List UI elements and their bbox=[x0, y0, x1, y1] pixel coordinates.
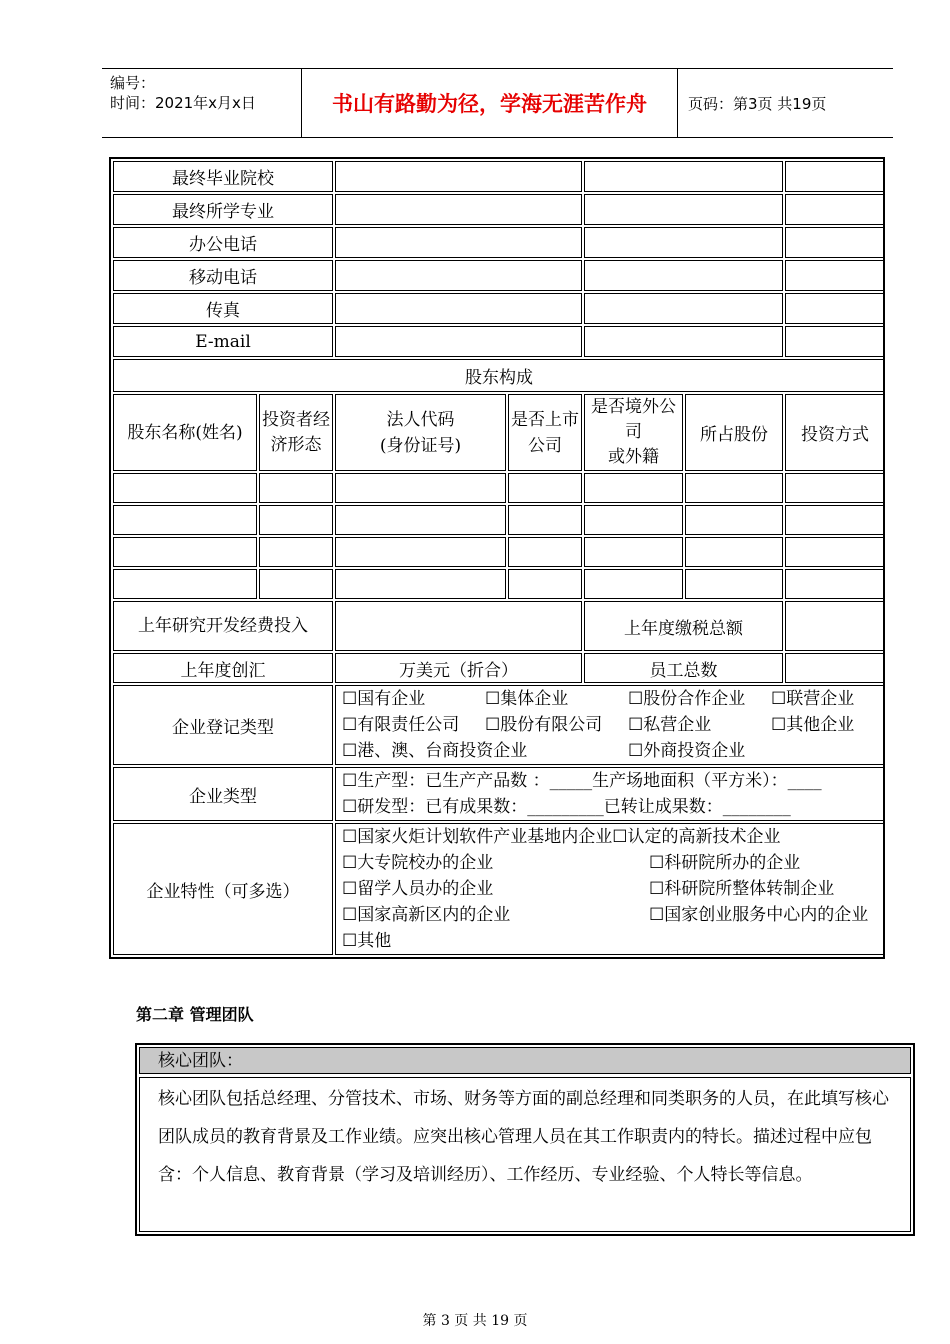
input-cell[interactable] bbox=[584, 505, 683, 535]
shareholder-row bbox=[113, 537, 885, 567]
rd-input[interactable] bbox=[335, 601, 582, 651]
enterprise-type-row bbox=[113, 767, 885, 821]
table-row bbox=[113, 326, 885, 357]
input-cell[interactable] bbox=[785, 260, 885, 291]
input-cell[interactable] bbox=[685, 505, 783, 535]
reg-option[interactable]: ☐有限责任公司 bbox=[342, 715, 460, 735]
input-cell[interactable] bbox=[335, 293, 582, 324]
input-cell[interactable] bbox=[584, 326, 783, 357]
input-cell[interactable] bbox=[785, 293, 885, 324]
reg-option[interactable]: ☐外商投资企业 bbox=[628, 741, 746, 761]
input-cell[interactable] bbox=[335, 194, 582, 225]
shareholder-row bbox=[113, 569, 885, 599]
header-motto: 书山有路勤为径，学海无涯苦作舟 bbox=[302, 69, 678, 137]
enterprise-type-options bbox=[335, 767, 885, 821]
input-cell[interactable] bbox=[785, 227, 885, 258]
input-cell[interactable] bbox=[335, 473, 506, 503]
enterprise-type-option[interactable]: ☐生产型：已生产产品数 ：_____生产场地面积（平方米）：____ bbox=[342, 771, 822, 791]
row-label: 最终毕业院校 bbox=[113, 161, 333, 192]
reg-option[interactable]: ☐国有企业 bbox=[342, 689, 426, 709]
feature-option[interactable]: ☐其他 bbox=[342, 931, 392, 951]
table-row bbox=[113, 161, 885, 192]
enterprise-type-label: 企业类型 bbox=[113, 767, 333, 821]
row-label: 办公电话 bbox=[113, 227, 333, 258]
feature-option[interactable]: ☐国家火炬计划软件产业基地内企业☐认定的高新技术企业 bbox=[342, 827, 781, 847]
input-cell[interactable] bbox=[113, 505, 257, 535]
enterprise-type-option[interactable]: ☐研发型：已有成果数：_________已转让成果数：________ bbox=[342, 797, 791, 817]
input-cell[interactable] bbox=[584, 194, 783, 225]
table-row bbox=[113, 260, 885, 291]
features-row bbox=[113, 823, 885, 955]
input-cell[interactable] bbox=[259, 537, 333, 567]
input-cell[interactable] bbox=[584, 161, 783, 192]
input-cell[interactable] bbox=[259, 473, 333, 503]
reg-option[interactable]: ☐集体企业 bbox=[485, 689, 569, 709]
company-info-form bbox=[109, 157, 885, 959]
shareholder-row bbox=[113, 473, 885, 503]
input-cell[interactable] bbox=[508, 537, 582, 567]
feature-option[interactable]: ☐留学人员办的企业 bbox=[342, 879, 494, 899]
col-header: 投资者经济形态 bbox=[259, 394, 333, 471]
row-label: 移动电话 bbox=[113, 260, 333, 291]
row-label: E-mail bbox=[113, 326, 333, 357]
input-cell[interactable] bbox=[259, 505, 333, 535]
finance-row bbox=[113, 601, 885, 651]
registration-row bbox=[113, 685, 885, 765]
features-options bbox=[335, 823, 885, 955]
tax-input[interactable] bbox=[785, 601, 885, 651]
finance-row bbox=[113, 653, 885, 683]
input-cell[interactable] bbox=[335, 227, 582, 258]
input-cell[interactable] bbox=[113, 537, 257, 567]
core-team-body[interactable]: 核心团队包括总经理、分管技术、市场、财务等方面的副总经理和同类职务的人员，在此填写核心团队成员的教育背景及工作业绩。应突出核心管理人员在其工作职责内的特长。描述过程中应包含：个人信息、教育背景（学习及培训经历）、工作经历、专业经验、个人特长等信息。 bbox=[139, 1077, 911, 1232]
input-cell[interactable] bbox=[259, 569, 333, 599]
input-cell[interactable] bbox=[508, 473, 582, 503]
feature-option[interactable]: ☐国家高新区内的企业 bbox=[342, 905, 511, 925]
col-header: 是否境外公司 或外籍 bbox=[584, 394, 683, 471]
row-label: 最终所学专业 bbox=[113, 194, 333, 225]
input-cell[interactable] bbox=[113, 473, 257, 503]
page-footer: 第 3 页 共 19 页 bbox=[422, 1313, 528, 1329]
table-row bbox=[113, 194, 885, 225]
input-cell[interactable] bbox=[584, 569, 683, 599]
input-cell[interactable] bbox=[785, 161, 885, 192]
feature-option[interactable]: ☐科研院所办的企业 bbox=[649, 853, 801, 873]
rd-label: 上年研究开发经费投入 bbox=[113, 601, 333, 651]
staff-label: 员工总数 bbox=[584, 653, 783, 683]
form-table bbox=[111, 159, 887, 957]
input-cell[interactable] bbox=[584, 473, 683, 503]
col-header: 所占股份 bbox=[685, 394, 783, 471]
input-cell[interactable] bbox=[335, 260, 582, 291]
input-cell[interactable] bbox=[785, 326, 885, 357]
col-header: 投资方式 bbox=[785, 394, 885, 471]
reg-option[interactable]: ☐其他企业 bbox=[771, 715, 855, 735]
input-cell[interactable] bbox=[785, 537, 885, 567]
core-team-title: 核心团队： bbox=[139, 1047, 911, 1074]
staff-input[interactable] bbox=[785, 653, 885, 683]
input-cell[interactable] bbox=[335, 505, 506, 535]
table-row bbox=[113, 293, 885, 324]
registration-label: 企业登记类型 bbox=[113, 685, 333, 765]
feature-option[interactable]: ☐大专院校办的企业 bbox=[342, 853, 494, 873]
input-cell[interactable] bbox=[584, 260, 783, 291]
core-team-box bbox=[135, 1043, 915, 1236]
registration-options bbox=[335, 685, 885, 765]
header-page-info: 页码：第3页 共19页 bbox=[688, 94, 827, 113]
input-cell[interactable] bbox=[584, 537, 683, 567]
table-row bbox=[113, 359, 885, 392]
shareholder-row bbox=[113, 505, 885, 535]
header-meta bbox=[102, 69, 302, 137]
reg-option[interactable]: ☐股份合作企业 bbox=[628, 689, 746, 709]
input-cell[interactable] bbox=[685, 569, 783, 599]
input-cell[interactable] bbox=[335, 161, 582, 192]
reg-option[interactable]: ☐股份有限公司 bbox=[485, 715, 603, 735]
col-header: 是否上市公司 bbox=[508, 394, 582, 471]
input-cell[interactable] bbox=[785, 473, 885, 503]
fx-unit: 万美元（折合） bbox=[335, 653, 582, 683]
fx-label: 上年度创汇 bbox=[113, 653, 333, 683]
table-row bbox=[113, 227, 885, 258]
feature-option[interactable]: ☐科研院所整体转制企业 bbox=[649, 879, 835, 899]
features-label: 企业特性（可多选） bbox=[113, 823, 333, 955]
date-label: 时间：2021年x月x日 bbox=[110, 94, 256, 112]
reg-option[interactable]: ☐联营企业 bbox=[771, 689, 855, 709]
page-header bbox=[102, 68, 893, 138]
input-cell[interactable] bbox=[584, 227, 783, 258]
shareholder-title: 股东构成 bbox=[113, 359, 885, 392]
col-header: 法人代码 (身份证号) bbox=[335, 394, 506, 471]
feature-option[interactable]: ☐国家创业服务中心内的企业 bbox=[649, 905, 869, 925]
number-label: 编号： bbox=[110, 74, 156, 92]
tax-label: 上年度缴税总额 bbox=[584, 601, 783, 651]
input-cell[interactable] bbox=[785, 194, 885, 225]
input-cell[interactable] bbox=[113, 569, 257, 599]
col-header: 股东名称(姓名) bbox=[113, 394, 257, 471]
input-cell[interactable] bbox=[335, 326, 582, 357]
input-cell[interactable] bbox=[335, 537, 506, 567]
input-cell[interactable] bbox=[685, 537, 783, 567]
input-cell[interactable] bbox=[685, 473, 783, 503]
input-cell[interactable] bbox=[335, 569, 506, 599]
input-cell[interactable] bbox=[508, 505, 582, 535]
input-cell[interactable] bbox=[785, 505, 885, 535]
input-cell[interactable] bbox=[508, 569, 582, 599]
shareholder-header-row bbox=[113, 394, 885, 471]
row-label: 传真 bbox=[113, 293, 333, 324]
input-cell[interactable] bbox=[584, 293, 783, 324]
chapter-title: 第二章 管理团队 bbox=[136, 1005, 254, 1024]
reg-option[interactable]: ☐港、澳、台商投资企业 bbox=[342, 741, 528, 761]
reg-option[interactable]: ☐私营企业 bbox=[628, 715, 712, 735]
input-cell[interactable] bbox=[785, 569, 885, 599]
